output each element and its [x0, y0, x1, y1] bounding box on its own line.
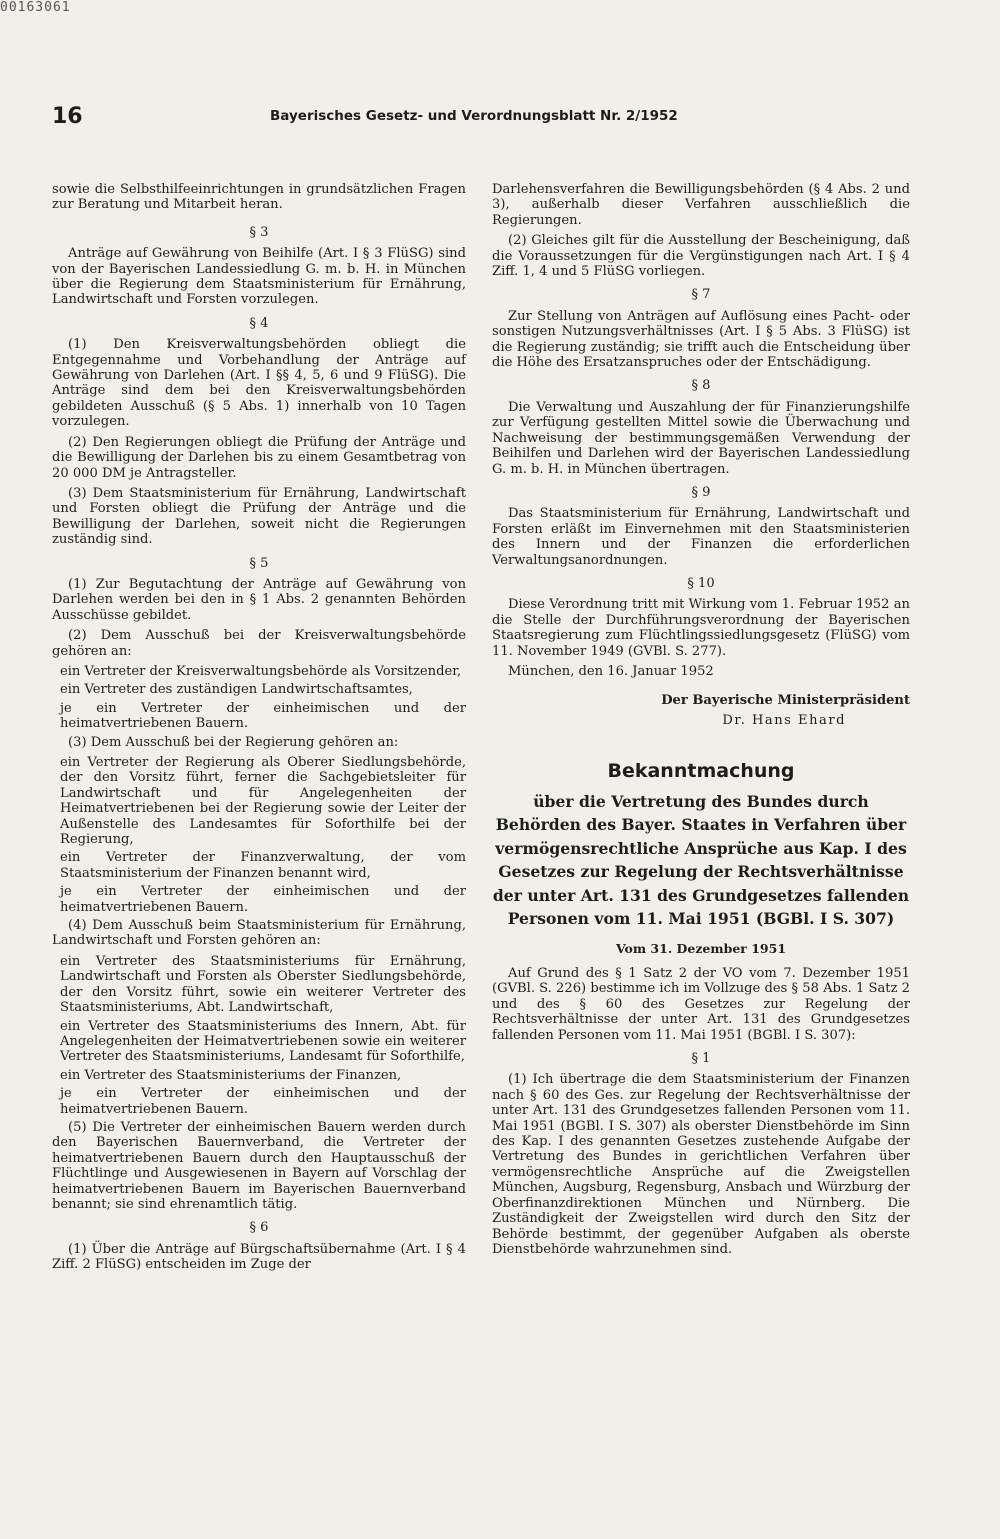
section-heading-3: § 3 — [249, 224, 269, 240]
list-item: ein Vertreter der Finanzverwaltung, der vom Staatsministerium der Finanzen benannt wird, — [60, 850, 466, 881]
section-5-para-1: (1) Zur Begutachtung der Anträge auf Gewährung von Darlehen werden bei den in § 1 Abs. 2 genannten Behörden Ausschüsse gebildet. — [52, 576, 466, 623]
place-date: München, den 16. Januar 1952 — [508, 663, 714, 679]
page-number: 16 — [52, 104, 83, 129]
announcement-section-heading-1: § 1 — [691, 1051, 711, 1067]
right-column — [492, 182, 910, 1262]
list-item: ein Vertreter des Staatsministeriums für Ernährung, Landwirtschaft und Forsten als Oberster Siedlungsbehörde, der den Vorsitz führt, sowie ein weiterer Vertreter des Staatsministeriums, Abt. Landwirtschaft, — [60, 953, 466, 1016]
announcement-subject: über die Vertretung des Bundes durch Behörden des Bayer. Staates in Verfahren über vermögensrechtliche Ansprüche aus Kap. I des Gesetzes zur Regelung der Rechtsverhältnisse der unter Art. 131 des Grundgesetzes fallenden Personen vom 11. Mai 1951 (BGBl. I S. 307) — [492, 791, 910, 929]
section-3-text: Anträge auf Gewährung von Beihilfe (Art. I § 3 FlüSG) sind von der Bayerischen Landessiedlung G. m. b. H. in München über die Regierung dem Staatsministerium für Ernährung, Landwirtschaft und Forsten vorzulegen. — [52, 246, 466, 308]
section-8-text: Die Verwaltung und Auszahlung der für Finanzierungshilfe zur Verfügung gestellten Mittel sowie die Überwachung und Nachweisung der bestimmungsgemäßen Verwendung der Beihilfen und Darlehen wird der Bayerischen Landessiedlung G. m. b. H. in München übertragen. — [492, 399, 910, 477]
section-heading-5: § 5 — [249, 555, 269, 571]
signatory-name: Dr. Hans Ehard — [722, 712, 846, 728]
section-heading-4: § 4 — [249, 315, 269, 331]
section-4-para-1: (1) Den Kreisverwaltungsbehörden obliegt die Entgegennahme und Vorbehandlung der Anträge auf Gewährung von Darlehen (Art. I §§ 4, 5, 6 und 9 FlüSG). Die Anträge sind dem bei den Kreisverwaltungsbehörden gebildeten Ausschuß (§ 5 Abs. 1) innerhalb von 10 Tagen vorzulegen. — [52, 337, 466, 430]
section-10-text: Diese Verordnung tritt mit Wirkung vom 1. Februar 1952 an die Stelle der Durchführungsverordnung der Bayerischen Staatsregierung zum Flüchtlingssiedlungsgesetz (FlüSG) vom 11. November 1949 (GVBl. S. 277). — [492, 597, 910, 659]
announcement-preamble: Auf Grund des § 1 Satz 2 der VO vom 7. Dezember 1951 (GVBl. S. 226) bestimme ich im Vollzuge des § 58 Abs. 1 Satz 2 und des § 60 des Gesetzes zur Regelung der Rechtsverhältnisse der unter Art. 131 des Grundgesetzes fallenden Personen vom 11. Mai 1951 (BGBl. I S. 307): — [492, 966, 910, 1043]
section-heading-6: § 6 — [249, 1220, 269, 1236]
page-header — [52, 104, 952, 134]
list-item: ein Vertreter des zuständigen Landwirtschaftsamtes, — [60, 682, 413, 698]
section-heading-7: § 7 — [691, 287, 711, 303]
announcement-date: Vom 31. Dezember 1951 — [615, 940, 787, 956]
announcement-section-1-para-1: (1) Ich übertrage die dem Staatsministerium der Finanzen nach § 60 des Ges. zur Regelung der Rechtsverhältnisse der unter Art. 131 des Grundgesetzes fallenden Personen vom 11. Mai 1951 (BGBl. I S. 307) als oberster Dienstbehörde im Sinn des Kap. I des genannten Gesetzes zustehende Aufgabe der Vertretung des Bundes in gerichtlichen Verfahren über vermögensrechtliche Ansprüche auf die Zweigstellen München, Augsburg, Regensburg, Ansbach und Würzburg der Oberfinanzdirektionen München und Nürnberg. Die Zuständigkeit der Zweigstellen wird durch den Sitz der Behörde bestimmt, der gegenüber Aufgaben als oberste Dienstbehörde wahrzunehmen sind. — [492, 1072, 910, 1257]
section-6-continuation: Darlehensverfahren die Bewilligungsbehörden (§ 4 Abs. 2 und 3), außerhalb dieser Verfahren ausschließlich die Regierungen. — [492, 182, 910, 228]
section-heading-10: § 10 — [687, 575, 715, 591]
section-9-text: Das Staatsministerium für Ernährung, Landwirtschaft und Forsten erläßt im Einvernehmen mit den Staatsministerien des Innern und der Finanzen die erforderlichen Verwaltungsanordnungen. — [492, 506, 910, 568]
section-5-para-5: (5) Die Vertreter der einheimischen Bauern werden durch den Bayerischen Bauernverband, die Vertreter der heimatvertriebenen Bauern durch den Hauptausschuß der Flüchtlinge und Ausgewiesenen in Bayern auf Vorschlag der heimatvertriebenen Bauern im Bayerischen Bauernverband benannt; sie sind ehrenamtlich tätig. — [52, 1119, 466, 1212]
list-item: ein Vertreter der Regierung als Oberer Siedlungsbehörde, der den Vorsitz führt, ferner die Sachgebietsleiter für Landwirtschaft und für Angelegenheiten der Heimatvertriebenen bei der Regierung sowie der Leiter der Außenstelle des Landesamtes für Soforthilfe bei der Regierung, — [60, 755, 466, 848]
list-item: ein Vertreter des Staatsministeriums des Innern, Abt. für Angelegenheiten der Heimatvertriebenen sowie ein weiterer Vertreter des Staatsministeriums, Landesamt für Soforthilfe, — [60, 1018, 466, 1065]
list-item: je ein Vertreter der einheimischen und der heimatvertriebenen Bauern. — [60, 884, 466, 915]
section-7-text: Zur Stellung von Anträgen auf Auflösung eines Pacht- oder sonstigen Nutzungsverhältnisses (Art. I § 5 Abs. 3 FlüSG) ist die Regierung zuständig; sie trifft auch die Entscheidung über die Höhe des Ersatzanspruches oder der Entschädigung. — [492, 308, 910, 371]
list-item: je ein Vertreter der einheimischen und der heimatvertriebenen Bauern. — [60, 700, 466, 732]
signatory-title: Der Bayerische Ministerpräsident — [661, 693, 910, 709]
section-5-para-4: (4) Dem Ausschuß beim Staatsministerium für Ernährung, Landwirtschaft und Forsten gehören an: — [52, 918, 466, 949]
intro-paragraph: sowie die Selbsthilfeeinrichtungen in grundsätzlichen Fragen zur Beratung und Mitarbeit heran. — [52, 182, 466, 213]
section-5-para-2: (2) Dem Ausschuß bei der Kreisverwaltungsbehörde gehören an: — [52, 628, 466, 659]
list-item: ein Vertreter des Staatsministeriums der Finanzen, — [60, 1067, 402, 1083]
section-5-para-3: (3) Dem Ausschuß bei der Regierung gehören an: — [68, 734, 399, 750]
running-title: Bayerisches Gesetz- und Verordnungsblatt Nr. 2/1952 — [270, 108, 678, 124]
section-4-para-2: (2) Den Regierungen obliegt die Prüfung der Anträge und die Bewilligung der Darlehen bis zu einem Gesamtbetrag von 20 000 DM je Antragsteller. — [52, 434, 466, 481]
section-6-para-2: (2) Gleiches gilt für die Ausstellung der Bescheinigung, daß die Voraussetzungen für die Vergünstigungen nach Art. I § 4 Ziff. 1, 4 und 5 FlüSG vorliegen. — [492, 233, 910, 280]
list-item: je ein Vertreter der einheimischen und der heimatvertriebenen Bauern. — [60, 1086, 466, 1117]
announcement-title: Bekanntmachung — [607, 760, 795, 783]
section-6-para-1: (1) Über die Anträge auf Bürgschaftsübernahme (Art. I § 4 Ziff. 2 FlüSG) entscheiden im Zuge der — [52, 1241, 466, 1273]
left-column — [52, 182, 466, 1278]
section-heading-8: § 8 — [691, 378, 711, 394]
list-item: ein Vertreter der Kreisverwaltungsbehörde als Vorsitzender, — [60, 663, 462, 679]
section-4-para-3: (3) Dem Staatsministerium für Ernährung, Landwirtschaft und Forsten obliegt die Prüfung der Anträge und die Bewilligung der Darlehen, soweit nicht die Regierungen zuständig sind. — [52, 485, 466, 548]
section-heading-9: § 9 — [691, 484, 711, 500]
archive-stamp: 00163061 — [0, 0, 71, 15]
